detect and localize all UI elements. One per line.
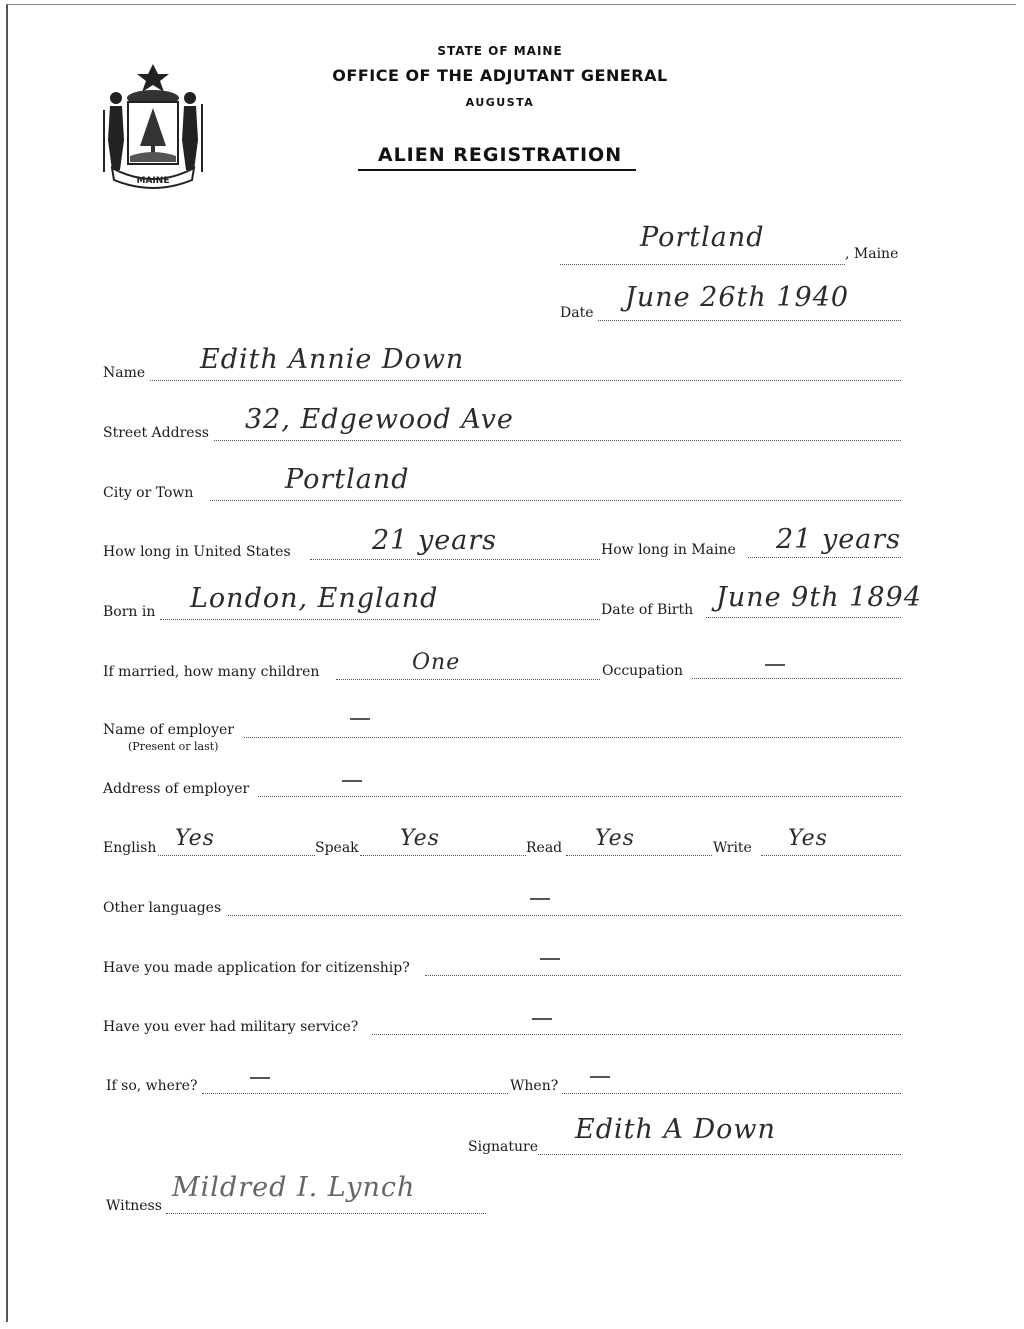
- english-line: [158, 855, 315, 856]
- employer-dash: [350, 718, 370, 720]
- military-label: Have you ever had military service?: [103, 1019, 359, 1035]
- signature-label: Signature: [468, 1139, 539, 1155]
- citizenship-dash: [540, 958, 560, 960]
- place-entry: Portland: [640, 222, 765, 253]
- signature-line: [538, 1154, 901, 1155]
- years-maine-line: [748, 557, 901, 558]
- years-us-label: How long in United States: [103, 544, 291, 560]
- employer-address-dash: [342, 780, 362, 782]
- name-line: [150, 380, 901, 381]
- occupation-dash: [765, 664, 785, 666]
- header-office: OFFICE OF THE ADJUTANT GENERAL: [332, 66, 668, 85]
- city-line: [210, 500, 901, 501]
- occupation-label: Occupation: [602, 663, 684, 679]
- write-line: [761, 855, 901, 856]
- witness-entry: Mildred I. Lynch: [172, 1172, 416, 1203]
- name-label: Name: [103, 365, 146, 381]
- other-languages-label: Other languages: [103, 900, 222, 916]
- speak-label: Speak: [315, 840, 359, 856]
- where-dash: [250, 1077, 270, 1079]
- military-line: [372, 1034, 901, 1035]
- when-dash: [590, 1076, 610, 1078]
- employer-address-label: Address of employer: [103, 781, 250, 797]
- name-entry: Edith Annie Down: [200, 344, 465, 375]
- speak-entry: Yes: [400, 826, 440, 851]
- write-entry: Yes: [788, 826, 828, 851]
- citizenship-line: [425, 975, 901, 976]
- street-line: [214, 440, 901, 441]
- svg-text:MAINE: MAINE: [136, 176, 170, 186]
- header-city: AUGUSTA: [465, 96, 535, 109]
- date-entry: June 26th 1940: [625, 282, 850, 313]
- years-us-line: [310, 559, 600, 560]
- signature-entry: Edith A Down: [575, 1114, 776, 1145]
- page-frame: [6, 4, 1016, 1322]
- employer-address-line: [258, 796, 901, 797]
- when-line: [562, 1093, 901, 1094]
- street-label: Street Address: [103, 425, 209, 441]
- dob-line: [706, 617, 901, 618]
- years-us-entry: 21 years: [372, 525, 498, 556]
- born-in-entry: London, England: [190, 583, 439, 614]
- street-entry: 32, Edgewood Ave: [245, 404, 514, 435]
- date-label: Date: [560, 305, 594, 321]
- read-line: [566, 855, 712, 856]
- years-maine-label: How long in Maine: [601, 542, 736, 558]
- english-entry: Yes: [175, 826, 215, 851]
- speak-line: [360, 855, 526, 856]
- other-languages-line: [228, 915, 901, 916]
- read-entry: Yes: [595, 826, 635, 851]
- occupation-line: [692, 678, 901, 679]
- children-line: [336, 679, 600, 680]
- dob-entry: June 9th 1894: [716, 582, 922, 613]
- where-line: [202, 1093, 508, 1094]
- employer-label: Name of employer: [103, 722, 234, 738]
- english-label: English: [103, 840, 157, 856]
- header-state: STATE OF MAINE: [437, 44, 563, 58]
- maine-state-seal: [98, 60, 208, 190]
- place-line: [560, 264, 845, 265]
- years-maine-entry: 21 years: [776, 524, 902, 555]
- witness-line: [166, 1213, 486, 1214]
- write-label: Write: [713, 840, 752, 856]
- dob-label: Date of Birth: [601, 602, 694, 618]
- children-entry: One: [412, 650, 461, 675]
- city-entry: Portland: [285, 464, 410, 495]
- date-line: [598, 320, 901, 321]
- where-label: If so, where?: [106, 1078, 198, 1094]
- born-in-label: Born in: [103, 604, 156, 620]
- city-label: City or Town: [103, 485, 194, 501]
- military-dash: [532, 1018, 552, 1020]
- children-label: If married, how many children: [103, 664, 320, 680]
- when-label: When?: [510, 1078, 559, 1094]
- place-suffix-label: , Maine: [845, 246, 899, 262]
- form-title: ALIEN REGISTRATION: [377, 144, 623, 166]
- read-label: Read: [526, 840, 563, 856]
- other-languages-dash: [530, 898, 550, 900]
- employer-sublabel: (Present or last): [128, 740, 219, 753]
- citizenship-label: Have you made application for citizenship?: [103, 960, 410, 976]
- employer-line: [244, 737, 901, 738]
- title-underline: [358, 169, 636, 171]
- born-in-line: [160, 619, 600, 620]
- witness-label: Witness: [106, 1198, 162, 1214]
